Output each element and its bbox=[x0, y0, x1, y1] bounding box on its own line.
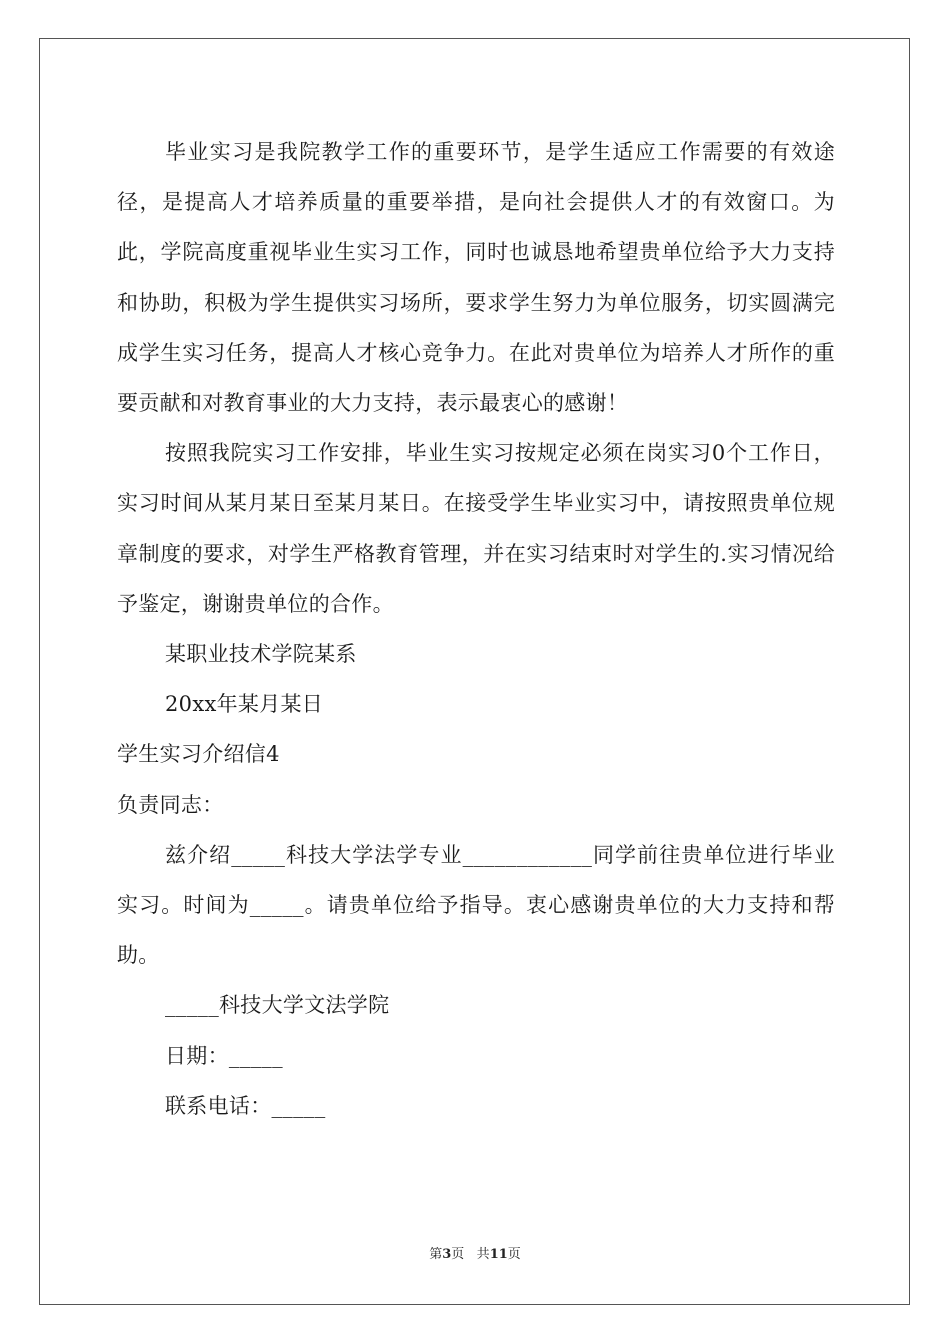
date-line: 日期：_____ bbox=[165, 1043, 283, 1068]
total-suffix: 页 bbox=[507, 1247, 521, 1262]
page-number: 3 bbox=[442, 1247, 452, 1262]
paragraph-introduction-letter: 兹介绍_____科技大学法学专业____________同学前往贵单位进行毕业实习。时间为_____。请贵单位给予指导。衷心感谢贵单位的大力支持和帮助。 bbox=[117, 842, 835, 968]
total-pages: 11 bbox=[489, 1247, 508, 1262]
letter-title: 学生实习介绍信4 bbox=[117, 742, 280, 767]
page-footer bbox=[0, 1247, 950, 1263]
signature-date: 20xx年某月某日 bbox=[165, 692, 324, 717]
total-prefix: 共 bbox=[476, 1247, 490, 1262]
sender-line: _____科技大学文法学院 bbox=[165, 993, 390, 1018]
page-suffix: 页 bbox=[451, 1247, 465, 1262]
page-prefix: 第 bbox=[429, 1247, 443, 1262]
document-body bbox=[117, 127, 835, 1131]
signature-org: 某职业技术学院某系 bbox=[165, 642, 357, 667]
paragraph-intro: 毕业实习是我院教学工作的重要环节，是学生适应工作需要的有效途径，是提高人才培养质量的重要举措，是向社会提供人才的有效窗口。为此，学院高度重视毕业生实习工作，同时也诚恳地希望贵单位给予大力支持和协助，积极为学生提供实习场所，要求学生努力为单位服务，切实圆满完成学生实习任务，提高人才核心竞争力。在此对贵单位为培养人才所作的重要贡献和对教育事业的大力支持，表示最衷心的感谢！ bbox=[117, 140, 835, 416]
phone-line: 联系电话：_____ bbox=[165, 1093, 326, 1118]
paragraph-arrangement: 按照我院实习工作安排，毕业生实习按规定必须在岗实习0个工作日，实习时间从某月某日至某月某日。在接受学生毕业实习中，请按照贵单位规章制度的要求，对学生严格教育管理，并在实习结束时对学生的.实习情况给予鉴定，谢谢贵单位的合作。 bbox=[117, 441, 835, 616]
salutation: 负责同志： bbox=[117, 792, 224, 817]
